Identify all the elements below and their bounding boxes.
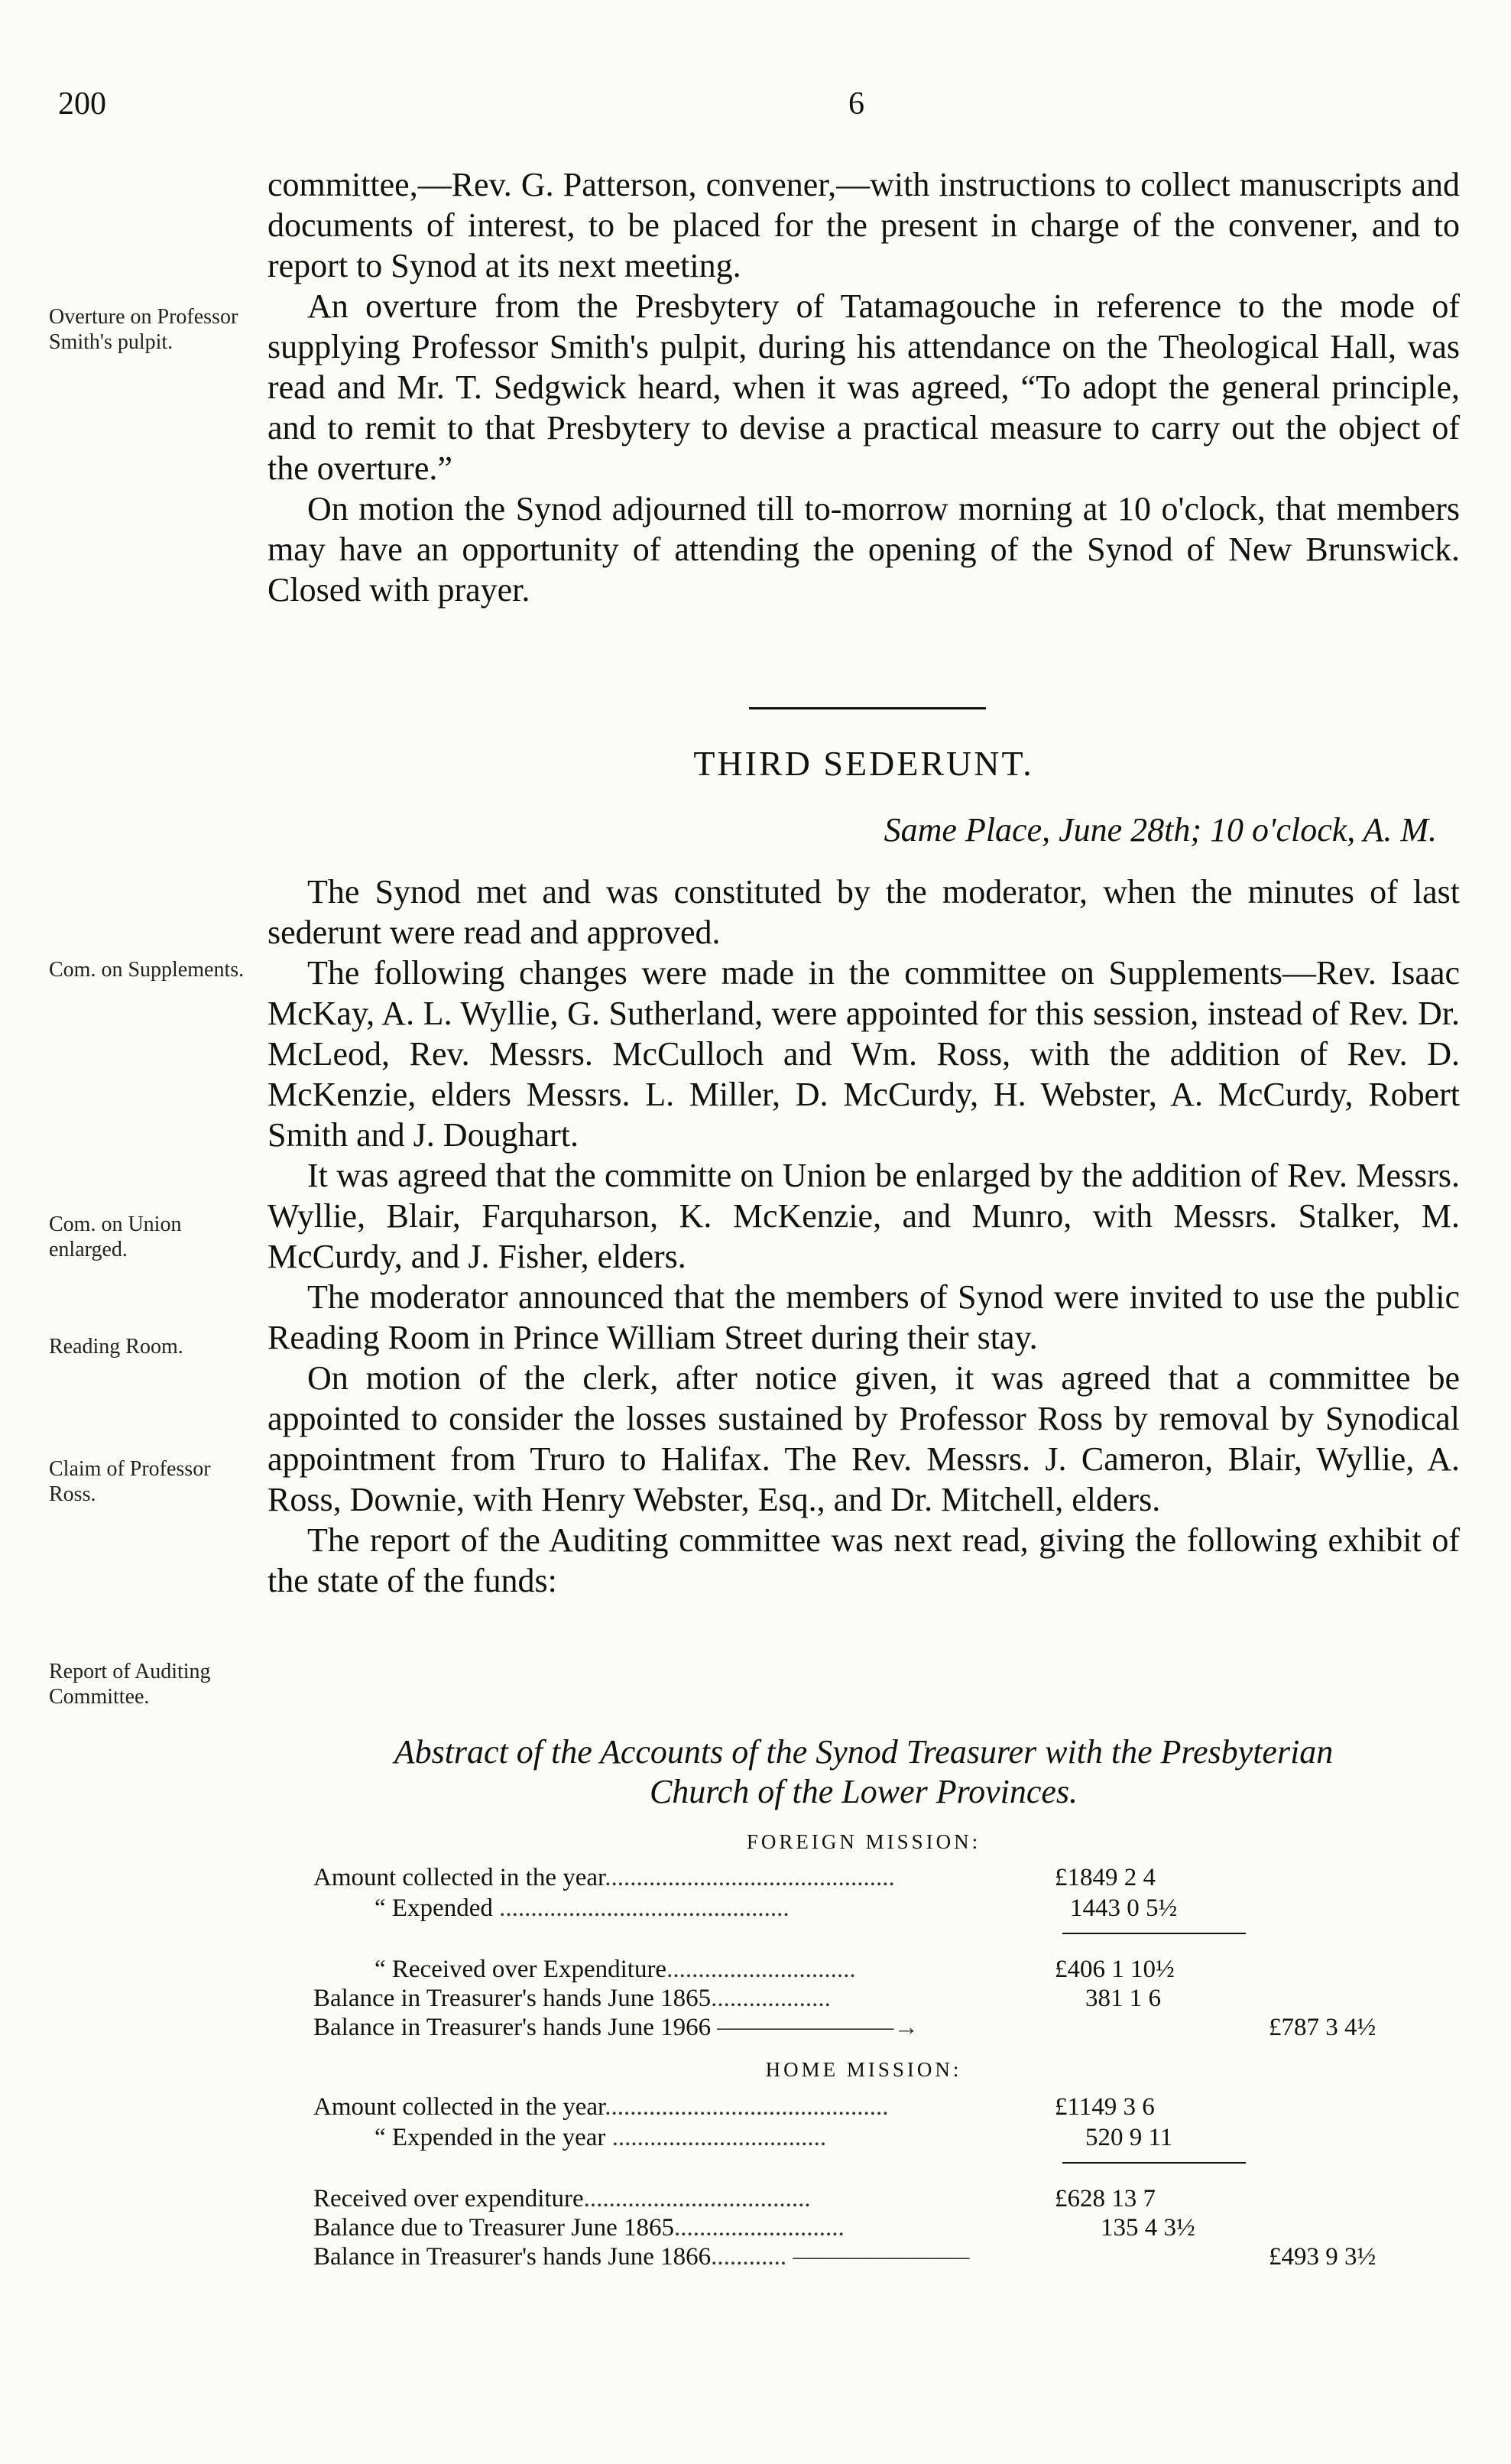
page-number-center: 6 bbox=[848, 86, 864, 122]
row-label: “ Expended bbox=[375, 1894, 493, 1922]
home-row bbox=[313, 2183, 811, 2214]
home-total: £493 9 3½ bbox=[1269, 2243, 1376, 2271]
margin-note-overture: Overture on Professor Smith's pulpit. bbox=[49, 305, 238, 354]
home-row bbox=[313, 2242, 969, 2272]
leader-dots: ................... bbox=[711, 1985, 831, 2012]
row-label: Balance in Treasurer's hands June 1966 bbox=[313, 2014, 712, 2041]
home-row bbox=[375, 2122, 826, 2153]
foreign-amount: 381 1 6 bbox=[1085, 1985, 1161, 2012]
leader-dots: .................................. bbox=[605, 2124, 827, 2151]
home-sum-rule bbox=[1062, 2162, 1246, 2164]
paragraph: The report of the Auditing committee was next read, giving the following exhibit of the state of the funds: bbox=[268, 1521, 1460, 1599]
row-label: Received over expenditure bbox=[313, 2185, 584, 2212]
row-label: Balance due to Treasurer June 1865 bbox=[313, 2214, 674, 2242]
page-number-left: 200 bbox=[58, 86, 106, 122]
foreign-total: £787 3 4½ bbox=[1269, 2014, 1376, 2041]
foreign-amount: £406 1 10½ bbox=[1055, 1956, 1175, 1983]
abstract-title-line2: Church of the Lower Provinces. bbox=[649, 1773, 1078, 1810]
paragraph: An overture from the Presbytery of Tatamagouche in reference to the mode of supplying Professor Smith's pulpit, during his attendance on the Theological Hall, was read and Mr. T. Sedgwick heard, when it was agreed, “To adopt the general principle, and to remit to that Presbytery to devise a practical measure to carry out the object of the overture.” bbox=[268, 287, 1460, 487]
home-amount: 520 9 11 bbox=[1085, 2124, 1173, 2151]
leader-dots: .............................................. bbox=[492, 1894, 790, 1922]
leader-dots: .............................. bbox=[666, 1956, 856, 1983]
row-label: Amount collected in the year bbox=[313, 2093, 605, 2121]
foreign-mission-heading: FOREIGN MISSION: bbox=[746, 1830, 981, 1853]
foreign-amount: 1443 0 5½ bbox=[1070, 1894, 1178, 1922]
body-block-sederunt bbox=[268, 872, 1460, 1601]
foreign-sum-rule bbox=[1062, 1933, 1246, 1934]
home-row bbox=[313, 2092, 888, 2122]
paragraph: The moderator announced that the members of Synod were invited to use the public Reading Room in Prince William Street during their stay. bbox=[268, 1278, 1460, 1356]
leader-dots: ———————→ bbox=[711, 2014, 919, 2041]
margin-note-supplements: Com. on Supplements. bbox=[49, 958, 245, 982]
leader-dots: ............ ——————— bbox=[711, 2243, 970, 2271]
row-label: Balance in Treasurer's hands June 1865 bbox=[313, 1985, 712, 2012]
row-label: “ Expended in the year bbox=[375, 2124, 606, 2151]
row-label: Amount collected in the year bbox=[313, 1864, 605, 1891]
foreign-amount: £1849 2 4 bbox=[1055, 1864, 1156, 1891]
paragraph: It was agreed that the committe on Union be enlarged by the addition of Rev. Messrs. Wyllie, Blair, Farquharson, K. McKenzie, and Munro, with Messrs. Stalker, M. McCurdy, and J. Fisher, elders. bbox=[268, 1157, 1460, 1275]
leader-dots: ............................................. bbox=[605, 2093, 889, 2121]
home-row bbox=[313, 2212, 845, 2243]
body-block-top bbox=[268, 164, 1460, 610]
paragraph: committee,—Rev. G. Patterson, convener,—with instructions to collect manuscripts and documents of interest, to be placed for the present in charge of the convener, and to report to Synod at its next meeting. bbox=[268, 166, 1460, 284]
margin-note-auditing: Report of Auditing Committee. bbox=[49, 1660, 211, 1709]
abstract-title-line1: Abstract of the Accounts of the Synod Treasurer with the Presbyterian bbox=[394, 1733, 1334, 1771]
foreign-row bbox=[313, 1983, 831, 2014]
paragraph: On motion of the clerk, after notice given, it was agreed that a committee be appointed to consider the losses sustained by Professor Ross by removal by Synodical appointment from Truro to Halifax. The Rev. Messrs. J. Cameron, Blair, Wyllie, A. Ross, Downie, with Henry Webster, Esq., and Dr. Mitchell, elders. bbox=[268, 1359, 1460, 1518]
margin-note-reading-room: Reading Room. bbox=[49, 1335, 183, 1359]
home-mission-heading: HOME MISSION: bbox=[765, 2058, 962, 2081]
foreign-row bbox=[313, 2012, 919, 2043]
paragraph: On motion the Synod adjourned till to-morrow morning at 10 o'clock, that members may have an opportunity of attending the opening of the Synod of New Brunswick. Closed with prayer. bbox=[268, 490, 1460, 609]
margin-note-union: Com. on Union enlarged. bbox=[49, 1213, 182, 1261]
foreign-row bbox=[375, 1893, 790, 1923]
paragraph: The Synod met and was constituted by the moderator, when the minutes of last sederunt were read and approved. bbox=[268, 873, 1460, 951]
row-label: Balance in Treasurer's hands June 1866 bbox=[313, 2243, 712, 2271]
leader-dots: ........................... bbox=[673, 2214, 845, 2242]
section-place: Same Place, June 28th; 10 o'clock, A. M. bbox=[884, 811, 1437, 849]
section-title: THIRD SEDERUNT. bbox=[693, 744, 1034, 783]
leader-dots: .............................................. bbox=[605, 1864, 895, 1891]
abstract-title bbox=[260, 1732, 1467, 1812]
leader-dots: .................................... bbox=[583, 2185, 811, 2212]
row-label: “ Received over Expenditure bbox=[375, 1956, 667, 1983]
foreign-row bbox=[375, 1954, 856, 1985]
paragraph: The following changes were made in the committee on Supplements—Rev. Isaac McKay, A. L. Wyllie, G. Sutherland, were appointed for this session, instead of Rev. Dr. McLeod, Rev. Messrs. McCulloch and Wm. Ross, with the addition of Rev. D. McKenzie, elders Messrs. L. Miller, D. McCurdy, H. Webster, A. McCurdy, Robert Smith and J. Doughart. bbox=[268, 954, 1460, 1154]
foreign-row bbox=[313, 1862, 895, 1893]
home-amount: 135 4 3½ bbox=[1101, 2214, 1195, 2242]
home-amount: £1149 3 6 bbox=[1055, 2093, 1155, 2121]
margin-note-claim: Claim of Professor Ross. bbox=[49, 1457, 211, 1506]
home-amount: £628 13 7 bbox=[1055, 2185, 1156, 2212]
section-rule bbox=[749, 707, 986, 709]
